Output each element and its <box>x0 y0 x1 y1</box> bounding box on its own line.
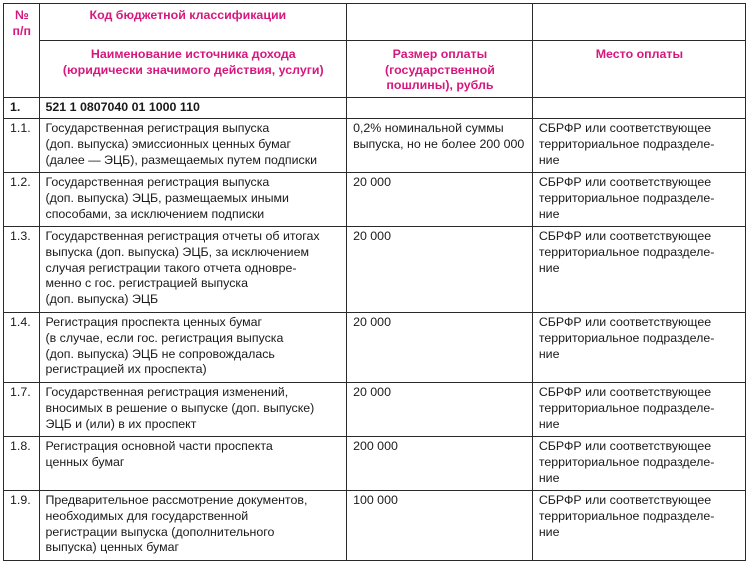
section-code-text: 521 1 0807040 01 1000 110 <box>45 99 200 114</box>
header-num <box>4 4 40 98</box>
row-place-text: СБРФР или соответствующее территориальное подразделе- ние <box>538 493 715 539</box>
row-name <box>39 491 347 561</box>
row-place-text: СБРФР или соответствующее территориальное подразделе- ние <box>538 229 715 275</box>
header-place-text: Место оплаты <box>595 47 684 61</box>
row-amount-text: 0,2% номинальной суммы выпуска, но не более 200 000 <box>353 121 525 151</box>
row-num-text: 1.9. <box>10 493 31 508</box>
section-num-text: 1. <box>10 99 21 114</box>
row-num <box>4 437 40 491</box>
row-amount <box>347 437 533 491</box>
row-amount-text: 20 000 <box>353 229 391 244</box>
row-amount-text: 200 000 <box>353 439 398 454</box>
section-row <box>4 97 746 119</box>
row-amount <box>347 227 533 313</box>
row-name <box>39 119 347 173</box>
row-place <box>532 491 745 561</box>
row-place <box>532 119 745 173</box>
header-budget-code <box>39 4 347 41</box>
header-place <box>532 41 745 98</box>
row-num <box>4 383 40 437</box>
table-row <box>4 491 746 561</box>
row-amount <box>347 383 533 437</box>
row-name-text: Государственная регистрация изменений, вносимых в решение о выпуске (доп. выпуске) ЭЦБ и (или) в их проспект <box>45 385 315 431</box>
section-code <box>39 97 347 119</box>
row-num-text: 1.2. <box>10 175 31 190</box>
row-place <box>532 227 745 313</box>
row-num-text: 1.1. <box>10 121 31 136</box>
row-name <box>39 437 347 491</box>
header-amount-text: Размер оплаты (государственной пошлины), рубль <box>385 47 495 93</box>
row-name <box>39 173 347 227</box>
row-place <box>532 383 745 437</box>
row-num-text: 1.4. <box>10 315 31 330</box>
section-empty-2 <box>532 97 745 119</box>
row-place <box>532 173 745 227</box>
row-num <box>4 119 40 173</box>
table-row <box>4 437 746 491</box>
header-row-1 <box>4 4 746 41</box>
row-amount <box>347 491 533 561</box>
row-num-text: 1.3. <box>10 229 31 244</box>
row-amount-text: 20 000 <box>353 175 391 190</box>
table-row <box>4 383 746 437</box>
row-amount-text: 20 000 <box>353 385 391 400</box>
row-amount <box>347 313 533 383</box>
header-num-text: № п/п <box>12 8 31 38</box>
row-name <box>39 227 347 313</box>
row-name-text: Государственная регистрация выпуска (доп. выпуска) ЭЦБ, размещаемых иными способами, за исключением подписки <box>45 175 289 221</box>
row-place <box>532 437 745 491</box>
row-amount-text: 100 000 <box>353 493 398 508</box>
row-place-text: СБРФР или соответствующее территориальное подразделе- ние <box>538 175 715 221</box>
row-num-text: 1.8. <box>10 439 31 454</box>
row-name <box>39 383 347 437</box>
row-num-text: 1.7. <box>10 385 31 400</box>
row-place <box>532 313 745 383</box>
row-place-text: СБРФР или соответствующее территориальное подразделе- ние <box>538 315 715 361</box>
row-name-text: Регистрация проспекта ценных бумаг (в случае, если гос. регистрация выпуска (доп. выпуска) ЭЦБ не сопровождалась регистрацией их проспекта) <box>45 315 284 377</box>
header-empty-1 <box>347 4 533 41</box>
row-num <box>4 227 40 313</box>
header-empty-2 <box>532 4 745 41</box>
row-name-text: Государственная регистрация выпуска (доп. выпуска) эмиссионных ценных бумаг (далее — ЭЦБ), размещаемых путем подписки <box>45 121 318 167</box>
row-name-text: Регистрация основной части проспекта ценных бумаг <box>45 439 273 469</box>
table-row <box>4 313 746 383</box>
table-row <box>4 227 746 313</box>
row-amount <box>347 173 533 227</box>
row-place-text: СБРФР или соответствующее территориальное подразделе- ние <box>538 121 715 167</box>
row-num <box>4 173 40 227</box>
row-num <box>4 313 40 383</box>
header-row-2 <box>4 41 746 98</box>
table-row <box>4 119 746 173</box>
row-name-text: Предварительное рассмотрение документов, необходимых для государственной регистрации выпуска (дополнительного выпуска) ценных бумаг <box>45 493 308 555</box>
section-empty-1 <box>347 97 533 119</box>
header-source <box>39 41 347 98</box>
row-place-text: СБРФР или соответствующее территориальное подразделе- ние <box>538 385 715 431</box>
row-name-text: Государственная регистрация отчеты об итогах выпуска (доп. выпуска) ЭЦБ, за исключением случая регистрации такого отчета одновре- менно с гос. регистрацией выпуска (доп. выпуска) ЭЦБ <box>45 229 320 306</box>
fee-table <box>3 3 746 561</box>
row-amount <box>347 119 533 173</box>
header-budget-code-text: Код бюджетной классификации <box>89 8 287 22</box>
header-source-text: Наименование источника дохода (юридически значимого действия, услуги) <box>62 47 324 77</box>
row-name <box>39 313 347 383</box>
row-place-text: СБРФР или соответствующее территориальное подразделе- ние <box>538 439 715 485</box>
header-amount <box>347 41 533 98</box>
table-row <box>4 173 746 227</box>
row-num <box>4 491 40 561</box>
section-num <box>4 97 40 119</box>
row-amount-text: 20 000 <box>353 315 391 330</box>
